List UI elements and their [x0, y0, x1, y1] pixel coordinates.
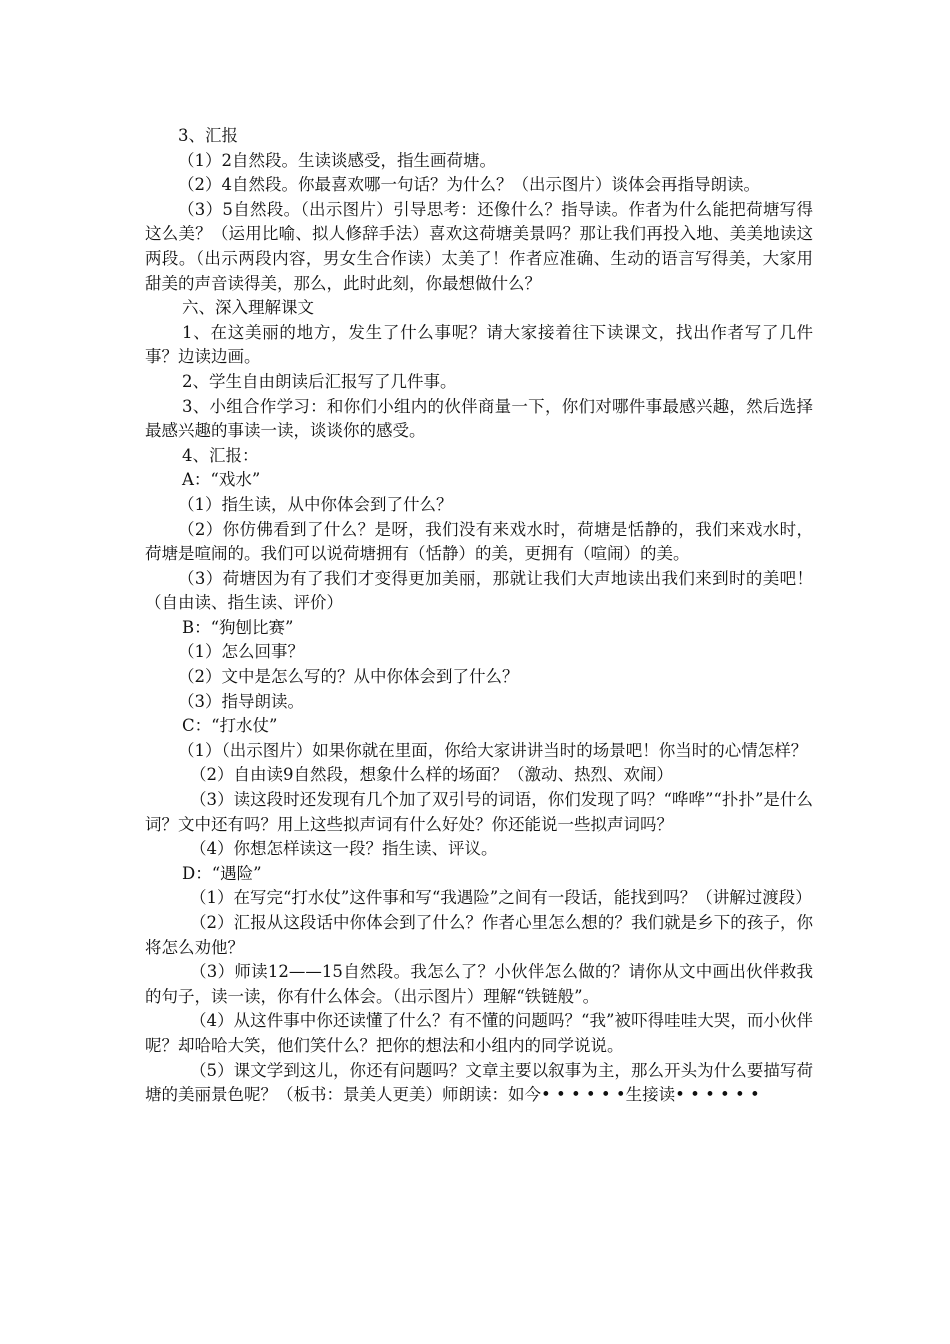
paragraph: （4）从这件事中你还读懂了什么？有不懂的问题吗？“我”被吓得哇哇大哭，而小伙伴呢？却哈哈大笑，他们笑什么？把你的想法和小组内的同学说说。	[145, 1011, 813, 1055]
subheading: A：“戏水”	[182, 470, 261, 490]
paragraph: 3、汇报	[178, 126, 238, 145]
subheading: D：“遇险”	[182, 863, 262, 883]
paragraph: （1）（出示图片）如果你就在里面，你给大家讲讲当时的场景吧！你当时的心情怎样？	[178, 740, 808, 760]
paragraph: （4）你想怎样读这一段？指生读、评议。	[190, 839, 498, 859]
paragraph: （2）4自然段。你最喜欢哪一句话？为什么？（出示图片）谈体会再指导朗读。	[178, 175, 760, 195]
paragraph: （2）自由读9自然段，想象什么样的场面？（激动、热烈、欢闹）	[190, 765, 673, 785]
subheading: C：“打水仗”	[182, 716, 278, 736]
section-heading: 六、深入理解课文	[182, 298, 314, 318]
paragraph: （3）师读12——15自然段。我怎么了？小伙伴怎么做的？请你从文中画出伙伴救我的句子，读一读，你有什么体会。（出示图片）理解“铁链般”。	[145, 962, 813, 1006]
paragraph: （1）怎么回事？	[178, 642, 304, 662]
paragraph: 2、学生自由朗读后汇报写了几件事。	[182, 371, 457, 391]
paragraph: 1、在这美丽的地方，发生了什么事呢？请大家接着往下读课文，找出作者写了几件事？边读边画。	[145, 322, 813, 367]
paragraph: （3）读这段时还发现有几个加了双引号的词语，你们发现了吗？“哗哗”“扑扑”是什么词？文中还有吗？用上这些拟声词有什么好处？你还能说一些拟声词吗？	[145, 790, 813, 834]
subheading: B：“狗刨比赛”	[182, 617, 294, 637]
document-page	[145, 124, 813, 1108]
paragraph: 4、汇报：	[182, 445, 259, 465]
paragraph: （3）5自然段。（出示图片）引导思考：还像什么？指导读。作者为什么能把荷塘写得这么美？（运用比喻、拟人修辞手法）喜欢这荷塘美景吗？那让我们再投入地、美美地读这两段。（出示两段内容，男女生合作读）太美了！作者应准确、生动的语言写得美，大家用甜美的声音读得美，那么，此时此刻，你最想做什么？	[145, 199, 813, 293]
paragraph: （2）汇报从这段话中你体会到了什么？作者心里怎么想的？我们就是乡下的孩子，你将怎么劝他？	[145, 913, 813, 957]
paragraph: 3、小组合作学习：和你们小组内的伙伴商量一下，你们对哪件事最感兴趣，然后选择最感兴趣的事读一读，谈谈你的感受。	[145, 396, 813, 441]
paragraph: （3）指导朗读。	[178, 691, 304, 711]
paragraph: （5）课文学到这儿，你还有问题吗？文章主要以叙事为主，那么开头为什么要描写荷塘的美丽景色呢？（板书：景美人更美）师朗读：如今• • • • • •生接读• • • • • •	[145, 1060, 813, 1105]
paragraph: （1）2自然段。生读谈感受，指生画荷塘。	[178, 150, 496, 170]
paragraph: （1）在写完“打水仗”这件事和写“我遇险”之间有一段话，能找到吗？（讲解过渡段）	[190, 888, 812, 908]
paragraph: （2）文中是怎么写的？从中你体会到了什么？	[178, 667, 519, 687]
paragraph: （3）荷塘因为有了我们才变得更加美丽，那就让我们大声地读出我们来到时的美吧！（自由读、指生读、评价）	[145, 568, 813, 613]
paragraph: （2）你仿佛看到了什么？是呀，我们没有来戏水时，荷塘是恬静的，我们来戏水时，荷塘是喧闹的。我们可以说荷塘拥有（恬静）的美，更拥有（喧闹）的美。	[145, 519, 813, 564]
paragraph: （1）指生读，从中你体会到了什么？	[178, 494, 453, 514]
